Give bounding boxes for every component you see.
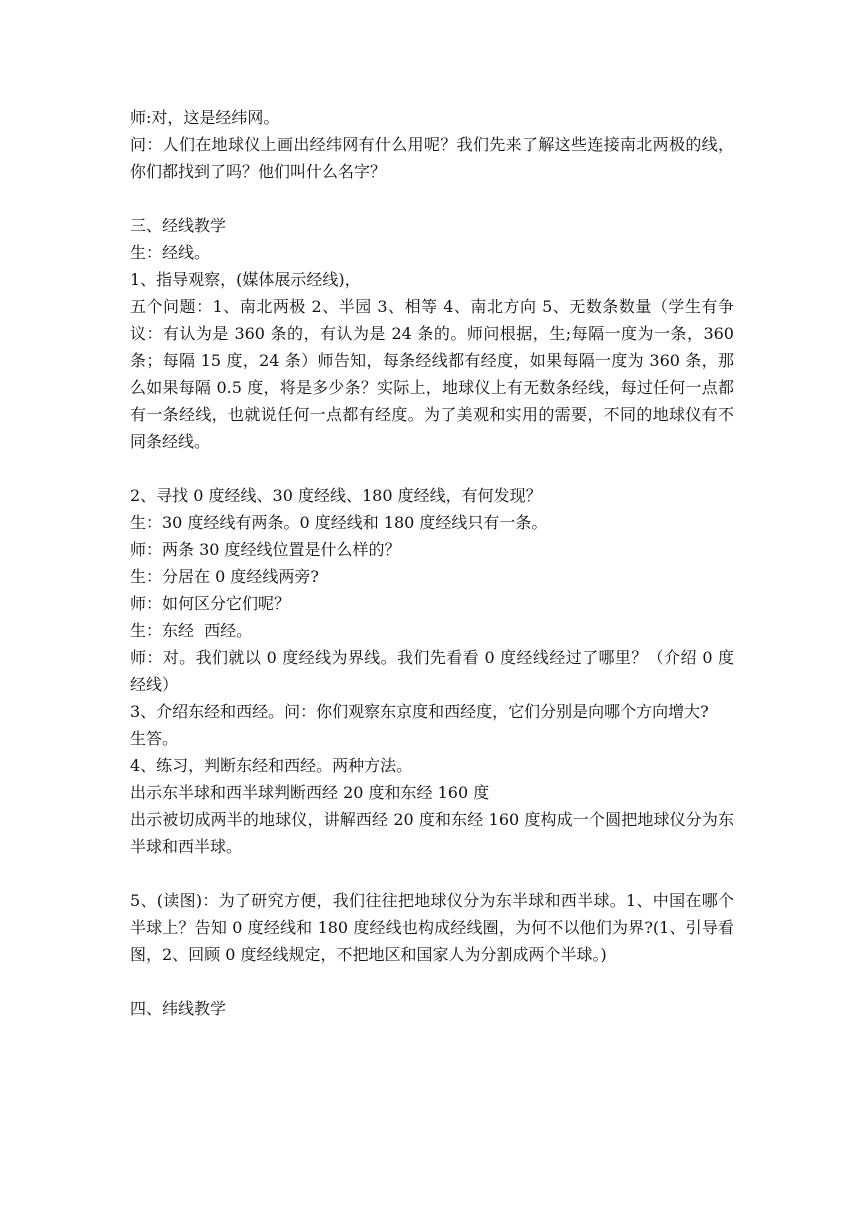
paragraph-question-graticule: 问：人们在地球仪上画出经纬网有什么用呢？我们先来了解这些连接南北两极的线，你们都找到了吗？他们叫什么名字？ — [130, 135, 734, 181]
paragraph-teacher-position: 师：两条 30 度经线位置是什么样的？ — [130, 540, 401, 559]
paragraph-step-4: 4、练习，判断东经和西经。两种方法。 — [130, 756, 413, 775]
paragraph-five-questions: 五个问题：1、南北两极 2、半园 3、相等 4、南北方向 5、无数条数量（学生有争议：有认为是 360 条的，有认为是 24 条的。师问根据，生;每隔一度为一条，360 条；每隔 15 度，24 条）师告知，每条经线都有经度，如果每隔一度为 360 条，那么如果每隔 0.5 度，将是多少条？实际上，地球仪上有无数条经线，每过任何一点都有一条经线，也就说任何一点都有经度。为了美观和实用的需要，不同的地球仪有不同条经线。 — [130, 297, 740, 451]
paragraph-step-3: 3、介绍东经和西经。问：你们观察东京度和西经度，它们分别是向哪个方向增大? — [130, 702, 709, 721]
paragraph-step-1: 1、指导观察，(媒体展示经线)， — [130, 270, 361, 289]
paragraph-student-30-degree: 生：30 度经线有两条。0 度经线和 180 度经线只有一条。 — [130, 513, 548, 532]
paragraph-show-hemispheres: 出示东半球和西半球判断西经 20 度和东经 160 度 — [130, 783, 490, 802]
section-heading-parallels: 四、纬线教学 — [130, 999, 227, 1018]
paragraph-show-cut-globe: 出示被切成两半的地球仪，讲解西经 20 度和东经 160 度构成一个圆把地球仪分为东半球和西半球。 — [130, 810, 734, 856]
paragraph-teacher-distinguish: 师：如何区分它们呢？ — [130, 594, 291, 613]
paragraph-teacher-confirm: 师:对，这是经纬网。 — [130, 108, 280, 127]
blank-line — [130, 185, 734, 212]
paragraph-teacher-prime-meridian: 师：对。我们就以 0 度经线为界线。我们先看看 0 度经线经过了哪里？（介绍 0 度经线） — [130, 648, 734, 694]
paragraph-student-east-west: 生：东经 西经。 — [130, 621, 253, 640]
paragraph-step-5: 5、(读图)：为了研究方便，我们往往把地球仪分为东半球和西半球。1、中国在哪个半球上？告知 0 度经线和 180 度经线也构成经线圈，为何不以他们为界?(1、引导看图，2、回顾 0 度经线规定，不把地区和国家人为分割成两个半球。) — [130, 891, 734, 964]
paragraph-student-sides: 生：分居在 0 度经线两旁? — [130, 567, 319, 586]
document-page — [130, 104, 740, 1022]
paragraph-step-2: 2、寻找 0 度经线、30 度经线、180 度经线，有何发现？ — [130, 486, 542, 505]
blank-line — [130, 860, 734, 887]
blank-line — [130, 455, 734, 482]
section-heading-meridians: 三、经线教学 — [130, 216, 227, 235]
blank-line — [130, 968, 734, 995]
paragraph-student-answer: 生：经线。 — [130, 243, 211, 262]
paragraph-student-reply: 生答。 — [130, 729, 179, 748]
